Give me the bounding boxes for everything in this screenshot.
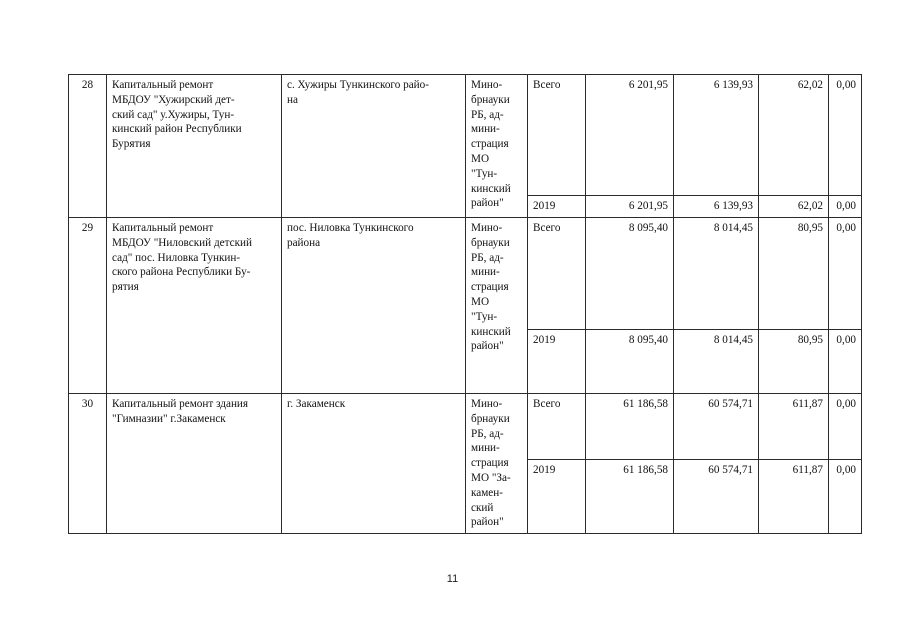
object-location: г. Закаменск bbox=[282, 394, 466, 534]
amount-total: 6 201,95 bbox=[586, 75, 674, 196]
amount-source-3: 0,00 bbox=[829, 394, 862, 460]
amount-source-1: 8 014,45 bbox=[674, 330, 759, 394]
amount-total: 61 186,58 bbox=[586, 460, 674, 534]
amount-total: 61 186,58 bbox=[586, 394, 674, 460]
customer: Мино- брнауки РБ, ад- мини- страция МО "Тун- кинский район" bbox=[466, 75, 528, 218]
row-number: 30 bbox=[69, 394, 107, 534]
period-label: Всего bbox=[528, 394, 586, 460]
period-label: 2019 bbox=[528, 330, 586, 394]
amount-source-1: 6 139,93 bbox=[674, 75, 759, 196]
period-label: 2019 bbox=[528, 460, 586, 534]
amount-total: 6 201,95 bbox=[586, 196, 674, 218]
period-label: 2019 bbox=[528, 196, 586, 218]
amount-total: 8 095,40 bbox=[586, 330, 674, 394]
amount-source-1: 8 014,45 bbox=[674, 218, 759, 330]
object-location: с. Хужиры Тункинского райо- на bbox=[282, 75, 466, 218]
object-name: Капитальный ремонт МБДОУ "Хужирский дет- ский сад" у.Хужиры, Тун- кинский район Республики Бурятия bbox=[107, 75, 282, 218]
amount-total: 8 095,40 bbox=[586, 218, 674, 330]
amount-source-2: 611,87 bbox=[759, 394, 829, 460]
amount-source-3: 0,00 bbox=[829, 75, 862, 196]
page-number: 11 bbox=[446, 573, 459, 585]
amount-source-2: 62,02 bbox=[759, 75, 829, 196]
amount-source-1: 6 139,93 bbox=[674, 196, 759, 218]
table-row bbox=[69, 394, 862, 460]
object-location: пос. Ниловка Тункинского района bbox=[282, 218, 466, 394]
amount-source-3: 0,00 bbox=[829, 330, 862, 394]
projects-table bbox=[68, 74, 862, 534]
period-label: Всего bbox=[528, 75, 586, 196]
object-name: Капитальный ремонт МБДОУ "Ниловский детский сад" пос. Ниловка Тункин- ского района Республики Бу- рятия bbox=[107, 218, 282, 394]
amount-source-2: 80,95 bbox=[759, 218, 829, 330]
amount-source-1: 60 574,71 bbox=[674, 394, 759, 460]
amount-source-2: 611,87 bbox=[759, 460, 829, 534]
period-label: Всего bbox=[528, 218, 586, 330]
row-number: 29 bbox=[69, 218, 107, 394]
object-name: Капитальный ремонт здания "Гимназии" г.Закаменск bbox=[107, 394, 282, 534]
amount-source-3: 0,00 bbox=[829, 218, 862, 330]
row-number: 28 bbox=[69, 75, 107, 218]
customer: Мино- брнауки РБ, ад- мини- страция МО "Тун- кинский район" bbox=[466, 218, 528, 394]
table-row bbox=[69, 218, 862, 330]
customer: Мино- брнауки РБ, ад- мини- страция МО "За- камен- ский район" bbox=[466, 394, 528, 534]
amount-source-2: 62,02 bbox=[759, 196, 829, 218]
amount-source-2: 80,95 bbox=[759, 330, 829, 394]
amount-source-1: 60 574,71 bbox=[674, 460, 759, 534]
table-row bbox=[69, 75, 862, 196]
amount-source-3: 0,00 bbox=[829, 196, 862, 218]
amount-source-3: 0,00 bbox=[829, 460, 862, 534]
